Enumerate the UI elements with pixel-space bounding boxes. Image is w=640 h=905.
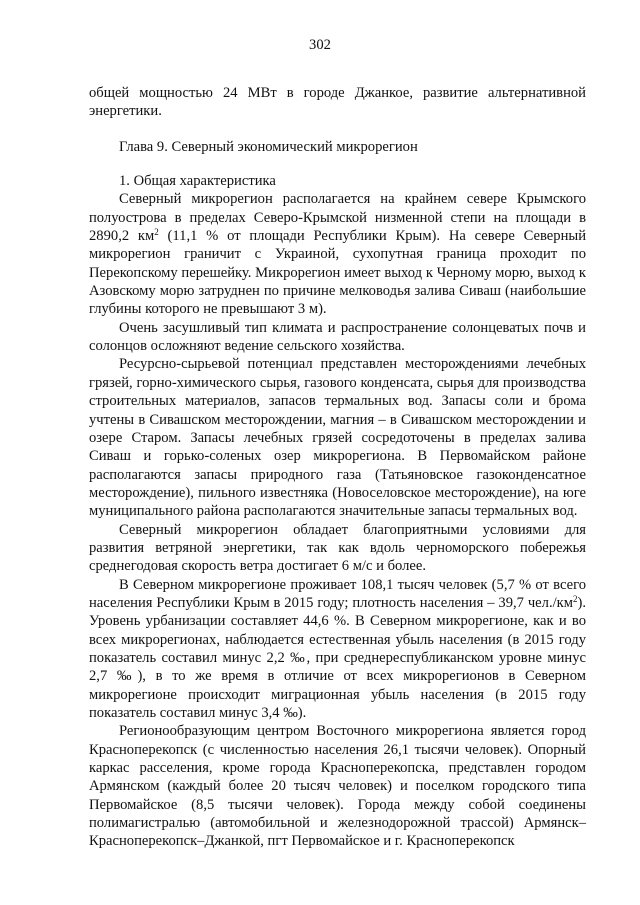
section-title: 1. Общая характеристика	[119, 173, 276, 190]
paragraph-wind-energy: Северный микрорегион обладает благоприятными условиями для развития ветряной энергетики, так как вдоль черноморского побережья среднегодовая скорость ветра достигает 6 м/с и более.	[89, 521, 586, 575]
paragraph-resources: Ресурсно-сырьевой потенциал представлен месторождениями лечебных грязей, горно-химического сырья, газового конденсата, сырья для производства строительных материалов, запасов термальных вод. Запасы соли и брома учтены в Сивашском месторождении, магния – в Сивашском месторождении и озере Старом. Запасы лечебных грязей сосредоточены в пределах залива Сиваш и горько-соленых озер микрорегиона. В Первомайском районе располагаются запасы природного газа (Татьяновское газоконденсатное месторождение), пильного известняка (Новоселовское месторождение), на юге муниципального района располагаются значительные запасы термальных вод.	[89, 356, 586, 520]
paragraph-location-text-cont: (11,1 % от площади Республики Крым). На севере Северный микрорегион граничит с Украиной, сухопутная граница проходит по Перекопскому перешейку. Микрорегион имеет выход к Черному морю, выход к Азовскому морю затруднен по причине мелководья залива Сиваш (наибольшие глубины которого не превышают 3 м).	[89, 228, 587, 318]
intro-paragraph: общей мощностью 24 МВт в городе Джанкое, развитие альтернативной энергетики.	[89, 85, 586, 120]
superscript: 2	[154, 227, 159, 238]
page-number: 302	[309, 37, 331, 53]
paragraph-climate: Очень засушливый тип климата и распространение солонцеватых почв и солонцов осложняют ведение сельского хозяйства.	[89, 319, 586, 355]
paragraph-location	[89, 190, 586, 318]
paragraph-population-text: В Северном микрорегионе проживает 108,1 тысяч человек (5,7 % от всего населения Республики Крым в 2015 году; плотность населения – 39,7 чел./км	[89, 576, 586, 611]
paragraph-location-text: Северный микрорегион располагается на крайнем севере Крымского полуострова в пределах Северо-Крымской низменной степи на площади в 2890,2 км	[89, 191, 586, 245]
chapter-title: Глава 9. Северный экономический микрорегион	[119, 138, 418, 155]
paragraph-population-text-cont: ). Уровень урбанизации составляет 44,6 %. В Северном микрорегионе, как и во всех микрорегионах, наблюдается естественная убыль населения (в 2015 году показатель составил минус 2,2 ‰, при среднереспубликанском уровне минус 2,7 ‰), в то же время в отличие от всех микрорегионов в Северном микрорегионе происходит миграционная убыль населения (в 2015 году показатель составил минус 3,4 ‰).	[89, 594, 586, 721]
page-text	[89, 84, 586, 851]
paragraph-population	[89, 576, 586, 723]
superscript: 2	[572, 593, 578, 604]
paragraph-settlement: Регионообразующим центром Восточного микрорегиона является город Красноперекопск (с численностью населения 26,1 тысячи человек). Опорный каркас расселения, кроме города Красноперекопска, представлен городом Армянском (каждый более 20 тысяч человек) и поселком городского типа Первомайское (8,5 тысячи человек). Города между собой соединены полимагистралью (автомобильной и железнодорожной трассой) Армянск–Красноперекопск–Джанкой, пгт Первомайское и г. Красноперекопск	[89, 723, 586, 850]
